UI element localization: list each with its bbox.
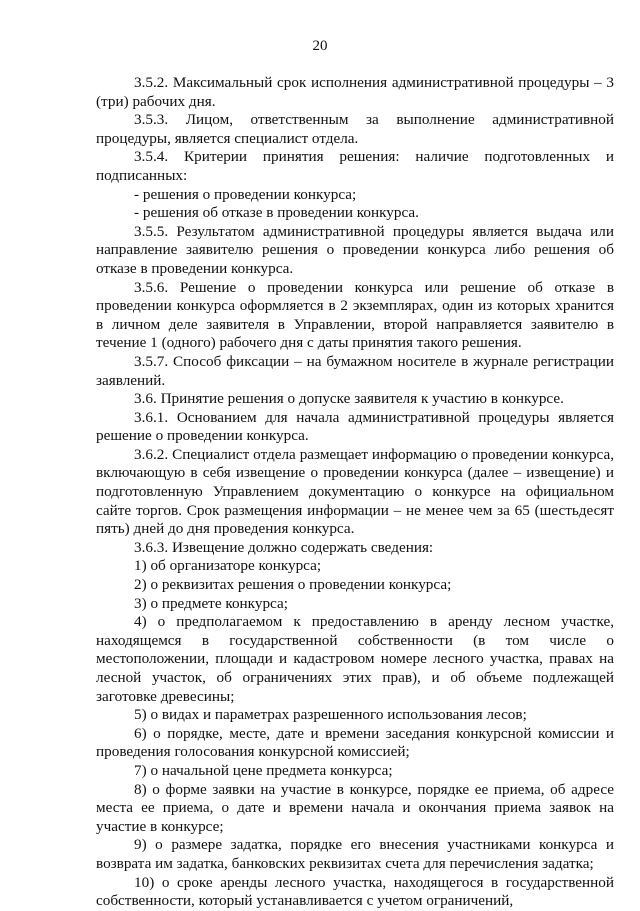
paragraph-3-6-3: 3.6.3. Извещение должно содержать сведения:: [134, 538, 434, 556]
list-item-5: 5) о видах и параметрах разрешенного использования лесов;: [134, 706, 527, 724]
list-item-2: 2) о реквизитах решения о проведении конкурса;: [134, 576, 452, 594]
paragraph-3-5-6: 3.5.6. Решение о проведении конкурса или решение об отказе в проведении конкурса оформляется в 2 экземплярах, один из которых хранится в личном деле заявителя в Управлении, второй направляется заявителю в течение 1 (одного) рабочего дня с даты принятия такого решения.: [96, 278, 614, 352]
document-body: [96, 74, 614, 911]
paragraph-3-6-1: 3.6.1. Основанием для начала административной процедуры является решение о проведении конкурса.: [96, 408, 614, 445]
paragraph-3-5-2: 3.5.2. Максимальный срок исполнения административной процедуры – 3 (три) рабочих дня.: [96, 74, 614, 110]
page-number: 20: [312, 38, 328, 54]
paragraph-3-5-5: 3.5.5. Результатом административной процедуры является выдача или направление заявителю решения о проведении конкурса либо решения об отказе в проведении конкурса.: [96, 222, 614, 277]
paragraph-3-5-3: 3.5.3. Лицом, ответственным за выполнение административной процедуры, является специалист отдела.: [96, 111, 614, 147]
list-item-7: 7) о начальной цене предмета конкурса;: [134, 761, 393, 779]
list-item-10: 10) о сроке аренды лесного участка, находящегося в государственной собственности, который устанавливается с учетом ограничений,: [96, 873, 614, 910]
paragraph-3-5-4: 3.5.4. Критерии принятия решения: наличие подготовленных и подписанных:: [96, 148, 614, 184]
paragraph-3-6: 3.6. Принятие решения о допуске заявителя к участию в конкурсе.: [134, 390, 564, 408]
list-item-6: 6) о порядке, месте, дате и времени заседания конкурсной комиссии и проведения голосования конкурсной комиссией;: [96, 724, 614, 761]
list-item-8: 8) о форме заявки на участие в конкурсе, порядке ее приема, об адресе места ее приема, о дате и времени начала и окончания приема заявок на участие в конкурсе;: [96, 780, 614, 835]
list-item-3: 3) о предмете конкурса;: [134, 594, 288, 612]
list-item-4: 4) о предполагаемом к предоставлению в аренду лесном участке, находящемся в государственной собственности (в том числе о местоположении, площади и кадастровом номере лесного участка, правах на лесной участок, об ограничениях этих прав), и об объеме подлежащей заготовке древесины;: [96, 613, 614, 705]
list-item-decision-refusal: - решения об отказе в проведении конкурса.: [134, 204, 419, 222]
paragraph-3-6-2: 3.6.2. Специалист отдела размещает информацию о проведении конкурса, включающую в себя извещение о проведении конкурса (далее – извещение) и подготовленную Управлением документацию о конкурсе на официальном сайте торгов. Срок размещения информации – не менее чем за 65 (шестьдесят пять) дней до дня проведения конкурса.: [96, 445, 614, 538]
list-item-decision-conduct: - решения о проведении конкурса;: [134, 185, 357, 203]
paragraph-3-5-7: 3.5.7. Способ фиксации – на бумажном носителе в журнале регистрации заявлений.: [96, 352, 614, 389]
list-item-9: 9) о размере задатка, порядке его внесения участниками конкурса и возврата им задатка, банковских реквизитах счета для перечисления задатка;: [96, 836, 614, 872]
list-item-1: 1) об организаторе конкурса;: [134, 557, 322, 575]
